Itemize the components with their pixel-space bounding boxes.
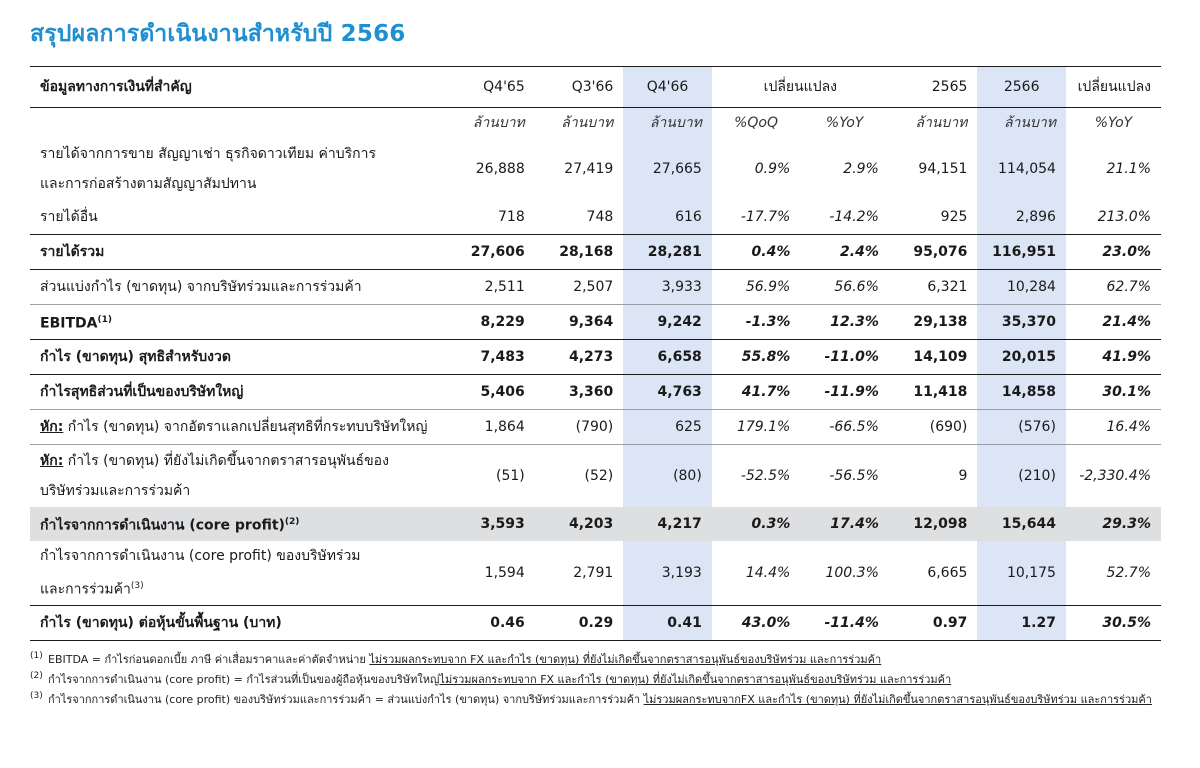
row-label-line bbox=[40, 139, 436, 169]
table-cell: 21.1% bbox=[1106, 161, 1151, 177]
table-cell: 925 bbox=[889, 200, 978, 235]
table-cell: 3,193 bbox=[623, 541, 712, 605]
table-cell: 0.97 bbox=[889, 605, 978, 640]
row-label-text: กำไร (ขาดทุน) ต่อหุ้นขั้นพื้นฐาน (บาท) bbox=[40, 614, 282, 631]
table-row bbox=[30, 340, 1161, 375]
row-label bbox=[30, 375, 446, 410]
table-cell: -11.0% bbox=[800, 340, 889, 375]
units-label-cell bbox=[30, 108, 446, 139]
row-label-line bbox=[40, 608, 436, 638]
table-cell: -14.2% bbox=[800, 200, 889, 235]
table-cell: 10,284 bbox=[977, 270, 1066, 305]
table-cell: 26,888 bbox=[475, 161, 525, 177]
footnote-number: (1) bbox=[30, 651, 43, 661]
table-cell: (690) bbox=[889, 410, 978, 445]
deduct-prefix: หัก: bbox=[40, 453, 64, 469]
table-cell: -11.4% bbox=[800, 605, 889, 640]
table-cell: 14,109 bbox=[889, 340, 978, 375]
row-label bbox=[30, 270, 446, 305]
unit-cell: ล้านบาท bbox=[561, 115, 614, 131]
table-cell: 0.29 bbox=[535, 605, 624, 640]
table-cell: 179.1% bbox=[712, 410, 801, 445]
table-cell: 2,511 bbox=[446, 270, 535, 305]
row-label-text: บริษัทร่วมและการร่วมค้า bbox=[40, 483, 191, 499]
table-cell: -52.5% bbox=[740, 468, 791, 484]
table-cell: 27,606 bbox=[446, 235, 535, 270]
row-label-text: กำไร (ขาดทุน) จากอัตราแลกเปลี่ยนสุทธิที่กระทบบริษัทใหญ่ bbox=[63, 419, 428, 435]
table-cell: 4,763 bbox=[623, 375, 712, 410]
row-label-text: รายได้อื่น bbox=[40, 209, 98, 225]
table-cell: 10,175 bbox=[977, 541, 1066, 605]
footnote-text: กำไรจากการดำเนินงาน (core profit) ของบริษัทร่วมและการร่วมค้า = ส่วนแบ่งกำไร (ขาดทุน) จากบริษัทร่วมและการร่วมค้า bbox=[48, 693, 644, 706]
table-cell: 17.4% bbox=[800, 507, 889, 541]
table-cell: 6,665 bbox=[889, 541, 978, 605]
table-row bbox=[30, 410, 1161, 445]
table-cell: 29.3% bbox=[1066, 507, 1161, 541]
table-cell: 55.8% bbox=[712, 340, 801, 375]
unit-cell: %YoY bbox=[825, 115, 864, 131]
table-cell: 9,364 bbox=[535, 305, 624, 340]
row-label-line bbox=[40, 476, 436, 506]
table-cell: (52) bbox=[584, 468, 614, 484]
table-cell: 16.4% bbox=[1066, 410, 1161, 445]
table-cell: 41.9% bbox=[1066, 340, 1161, 375]
page-title: สรุปผลการดำเนินงานสำหรับปี 2566 bbox=[30, 21, 406, 47]
table-cell: 0.46 bbox=[446, 605, 535, 640]
unit-cell: ล้านบาท bbox=[915, 115, 968, 131]
table-cell: 7,483 bbox=[446, 340, 535, 375]
table-cell: 718 bbox=[446, 200, 535, 235]
table-cell: 27,665 bbox=[623, 138, 712, 200]
footnote bbox=[30, 650, 1165, 670]
row-label-text: และการร่วมค้า bbox=[40, 581, 131, 598]
table-cell: 0.41 bbox=[623, 605, 712, 640]
footnote-marker: (2) bbox=[284, 517, 300, 528]
row-label bbox=[30, 235, 446, 270]
row-label bbox=[30, 507, 446, 541]
table-cell: 4,203 bbox=[535, 507, 624, 541]
table-cell: 2,896 bbox=[977, 200, 1066, 235]
row-label-text: รายได้รวม bbox=[40, 244, 105, 260]
table-cell: 2.9% bbox=[843, 161, 879, 177]
row-label-line bbox=[40, 541, 436, 571]
table-cell: (790) bbox=[535, 410, 624, 445]
table-cell: 3,593 bbox=[446, 507, 535, 541]
table-cell: 94,151 bbox=[918, 161, 968, 177]
header-row bbox=[30, 67, 1161, 108]
table-cell: 6,658 bbox=[623, 340, 712, 375]
table-cell: 616 bbox=[623, 200, 712, 235]
table-cell: 2,791 bbox=[535, 541, 624, 605]
table-row bbox=[30, 305, 1161, 340]
footnote-text: กำไรจากการดำเนินงาน (core profit) = กำไรส่วนที่เป็นของผู้ถือหุ้นของบริษัทใหญ่ bbox=[48, 673, 440, 686]
table-cell: 625 bbox=[623, 410, 712, 445]
deduct-prefix: หัก: bbox=[40, 419, 64, 435]
table-cell: 114,054 bbox=[977, 138, 1066, 200]
table-cell: 62.7% bbox=[1066, 270, 1161, 305]
row-label-line bbox=[40, 169, 436, 199]
table-cell: -56.5% bbox=[829, 468, 879, 484]
table-cell: 0.4% bbox=[712, 235, 801, 270]
footnote-text: EBITDA = กำไรก่อนดอกเบี้ย ภาษี ค่าเสื่อมราคาและค่าตัดจำหน่าย bbox=[48, 653, 370, 666]
table-cell: 52.7% bbox=[1066, 541, 1161, 605]
footnote-underlined: ไม่รวมผลกระทบจาก FX และกำไร (ขาดทุน) ที่ยังไม่เกิดขึ้นจากตราสารอนุพันธ์ของบริษัทร่วม และการร่วมค้า bbox=[369, 653, 882, 666]
row-label-line bbox=[40, 412, 436, 442]
table-row bbox=[30, 200, 1161, 235]
table-cell: (51) bbox=[496, 468, 525, 484]
header-q4-65: Q4'65 bbox=[446, 67, 535, 108]
table-cell: 4,273 bbox=[535, 340, 624, 375]
table-cell: 56.9% bbox=[712, 270, 801, 305]
unit-cell: ล้านบาท bbox=[472, 115, 525, 131]
table-cell: 27,419 bbox=[564, 161, 614, 177]
table-cell: 56.6% bbox=[800, 270, 889, 305]
table-cell: -2,330.4% bbox=[1079, 468, 1151, 484]
row-label bbox=[30, 445, 446, 508]
row-label-line bbox=[40, 446, 436, 476]
table-cell: 9 bbox=[958, 468, 968, 484]
table-cell: 116,951 bbox=[977, 235, 1066, 270]
table-cell: 5,406 bbox=[446, 375, 535, 410]
row-label bbox=[30, 138, 446, 200]
row-label bbox=[30, 305, 446, 340]
table-cell: 15,644 bbox=[977, 507, 1066, 541]
footnote-number: (3) bbox=[30, 691, 43, 701]
footnotes bbox=[30, 650, 1165, 710]
table-cell: 14.4% bbox=[712, 541, 801, 605]
table-row bbox=[30, 541, 1161, 605]
header-2566: 2566 bbox=[977, 67, 1066, 108]
unit-cell: ล้านบาท bbox=[623, 108, 712, 139]
row-label-text: กำไร (ขาดทุน) ที่ยังไม่เกิดขึ้นจากตราสารอนุพันธ์ของ bbox=[63, 453, 389, 469]
table-cell: 12,098 bbox=[889, 507, 978, 541]
header-label: ข้อมูลทางการเงินที่สำคัญ bbox=[30, 67, 446, 108]
table-cell: 213.0% bbox=[1066, 200, 1161, 235]
table-cell: 23.0% bbox=[1066, 235, 1161, 270]
table-cell: 20,015 bbox=[977, 340, 1066, 375]
table-cell: 21.4% bbox=[1066, 305, 1161, 340]
table-row bbox=[30, 605, 1161, 640]
footnote-underlined: ไม่รวมผลกระทบจาก FX และกำไร (ขาดทุน) ที่ยังไม่เกิดขึ้นจากตราสารอนุพันธ์ของบริษัทร่วม และการร่วมค้า bbox=[439, 673, 952, 686]
table-cell: 748 bbox=[535, 200, 624, 235]
unit-cell: %YoY bbox=[1094, 115, 1133, 131]
row-label-line bbox=[40, 377, 436, 407]
row-label-text: EBITDA bbox=[40, 315, 98, 332]
row-label bbox=[30, 541, 446, 605]
table-cell: 11,418 bbox=[889, 375, 978, 410]
table-cell: 43.0% bbox=[712, 605, 801, 640]
table-cell: 28,281 bbox=[623, 235, 712, 270]
header-q4-66: Q4'66 bbox=[623, 67, 712, 108]
footnote-underlined: ไม่รวมผลกระทบจากFX และกำไร (ขาดทุน) ที่ยังไม่เกิดขึ้นจากตราสารอนุพันธ์ของบริษัทร่วม และการร่วมค้า bbox=[643, 693, 1152, 706]
table-row bbox=[30, 375, 1161, 410]
table-cell: -11.9% bbox=[800, 375, 889, 410]
table-cell: 3,360 bbox=[535, 375, 624, 410]
header-q3-66: Q3'66 bbox=[535, 67, 624, 108]
table-body bbox=[30, 138, 1161, 640]
unit-cell: %QoQ bbox=[734, 115, 779, 131]
table-cell: 28,168 bbox=[535, 235, 624, 270]
table-cell: 2,507 bbox=[535, 270, 624, 305]
table-cell: (576) bbox=[977, 410, 1066, 445]
row-label-text: รายได้จากการขาย สัญญาเช่า ธุรกิจดาวเทียม ค่าบริการ bbox=[40, 146, 377, 162]
financial-table bbox=[30, 66, 1161, 641]
table-cell: 0.3% bbox=[712, 507, 801, 541]
row-label bbox=[30, 410, 446, 445]
header-change-quarter: เปลี่ยนแปลง bbox=[712, 67, 889, 108]
header-2565: 2565 bbox=[889, 67, 978, 108]
row-label-line bbox=[40, 305, 436, 339]
footnote-marker: (3) bbox=[130, 581, 144, 591]
row-label-text: กำไร (ขาดทุน) สุทธิสำหรับงวด bbox=[40, 349, 231, 365]
row-label-line bbox=[40, 342, 436, 372]
table-cell: 8,229 bbox=[446, 305, 535, 340]
row-label-text: กำไรจากการดำเนินงาน (core profit) bbox=[40, 517, 285, 534]
table-cell: 4,217 bbox=[623, 507, 712, 541]
table-cell: 6,321 bbox=[889, 270, 978, 305]
row-label bbox=[30, 200, 446, 235]
table-row bbox=[30, 235, 1161, 270]
row-label-text: กำไรสุทธิส่วนที่เป็นของบริษัทใหญ่ bbox=[40, 384, 244, 400]
table-cell: 9,242 bbox=[623, 305, 712, 340]
row-label-line bbox=[40, 507, 436, 541]
row-label-text: กำไรจากการดำเนินงาน (core profit) ของบริษัทร่วม bbox=[40, 548, 361, 564]
table-row bbox=[30, 507, 1161, 541]
unit-cell: ล้านบาท bbox=[977, 108, 1066, 139]
table-cell: 41.7% bbox=[712, 375, 801, 410]
row-label-text: ส่วนแบ่งกำไร (ขาดทุน) จากบริษัทร่วมและการร่วมค้า bbox=[40, 279, 362, 295]
table-row bbox=[30, 270, 1161, 305]
footnote bbox=[30, 670, 1165, 690]
table-cell: -17.7% bbox=[712, 200, 801, 235]
table-cell: (210) bbox=[977, 445, 1066, 508]
row-label-line bbox=[40, 237, 436, 267]
table-row bbox=[30, 138, 1161, 200]
table-cell: 2.4% bbox=[800, 235, 889, 270]
units-row bbox=[30, 108, 1161, 139]
table-cell: -66.5% bbox=[800, 410, 889, 445]
table-cell: 0.9% bbox=[754, 161, 791, 177]
footnote-marker: (1) bbox=[97, 315, 112, 326]
table-cell: 14,858 bbox=[977, 375, 1066, 410]
table-row bbox=[30, 445, 1161, 508]
footnote bbox=[30, 690, 1165, 710]
table-cell: 95,076 bbox=[889, 235, 978, 270]
row-label bbox=[30, 605, 446, 640]
table-cell: 1.27 bbox=[977, 605, 1066, 640]
table-cell: 30.1% bbox=[1066, 375, 1161, 410]
table-cell: 12.3% bbox=[800, 305, 889, 340]
row-label-text: และการก่อสร้างตามสัญญาสัมปทาน bbox=[40, 176, 257, 192]
row-label-line bbox=[40, 202, 436, 232]
table-cell: 1,864 bbox=[446, 410, 535, 445]
row-label-line bbox=[40, 571, 436, 605]
table-cell: -1.3% bbox=[712, 305, 801, 340]
row-label bbox=[30, 340, 446, 375]
table-cell: 3,933 bbox=[623, 270, 712, 305]
footnote-number: (2) bbox=[30, 671, 43, 681]
table-cell: 29,138 bbox=[889, 305, 978, 340]
table-cell: (80) bbox=[623, 445, 712, 508]
header-change-year: เปลี่ยนแปลง bbox=[1066, 67, 1161, 108]
table-cell: 1,594 bbox=[446, 541, 535, 605]
table-cell: 35,370 bbox=[977, 305, 1066, 340]
table-cell: 100.3% bbox=[800, 541, 889, 605]
row-label-line bbox=[40, 272, 436, 302]
table-cell: 30.5% bbox=[1066, 605, 1161, 640]
